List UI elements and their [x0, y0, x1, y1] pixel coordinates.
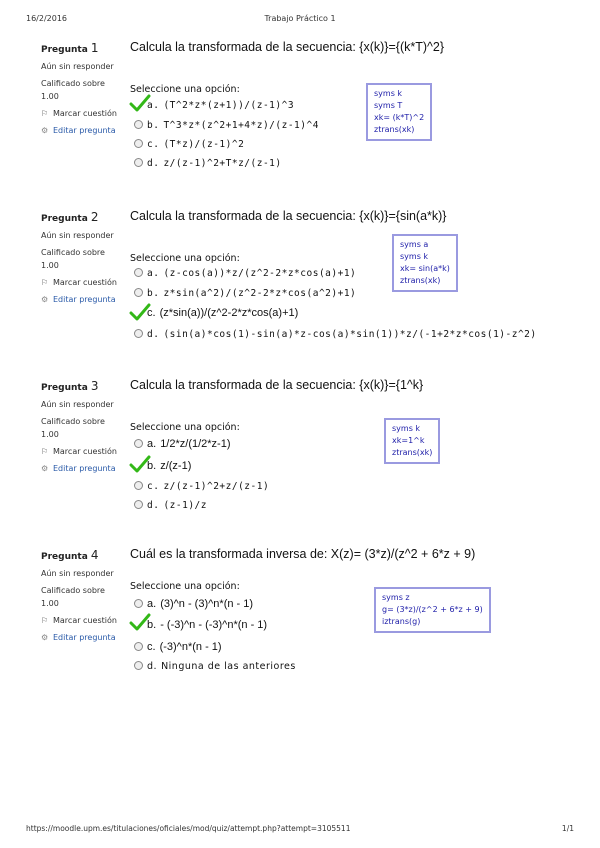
- flag-question-link[interactable]: ⚐ Marcar cuestión: [41, 109, 117, 118]
- code-line: syms a: [400, 240, 429, 249]
- option-a[interactable]: a. 1/2*z/(1/2*z-1): [134, 437, 231, 451]
- code-line: syms T: [374, 101, 403, 110]
- question-state: Aún sin responder: [41, 569, 114, 578]
- code-line: g= (3*z)/(z^2 + 6*z + 9): [382, 605, 483, 614]
- radio-icon[interactable]: [134, 599, 143, 608]
- option-c[interactable]: c. (z*sin(a))/(z^2-2*z*cos(a)+1): [147, 307, 299, 319]
- radio-icon[interactable]: [134, 500, 143, 509]
- gear-icon: ⚙: [41, 464, 49, 473]
- question-label: Pregunta 3: [41, 379, 99, 393]
- option-b[interactable]: b. - (-3)^n - (-3)^n*(n - 1): [147, 619, 268, 631]
- radio-icon[interactable]: [134, 439, 143, 448]
- option-a[interactable]: a. (z-cos(a))*z/(z^2-2*z*cos(a)+1): [134, 267, 356, 281]
- edit-question-link[interactable]: ⚙ Editar pregunta: [41, 295, 116, 304]
- option-d[interactable]: d. Ninguna de las anteriores: [134, 660, 296, 674]
- flag-icon: ⚐: [41, 109, 49, 118]
- question-label: Pregunta 1: [41, 41, 99, 55]
- option-c[interactable]: c. (T*z)/(z-1)^2: [134, 138, 244, 152]
- question-info: [41, 209, 123, 306]
- code-line: syms k: [400, 252, 429, 261]
- option-d[interactable]: d. (z-1)/z: [134, 499, 207, 513]
- radio-icon[interactable]: [134, 139, 143, 148]
- question-text: Calcula la transformada de la secuencia: {x(k)}={1^k}: [130, 378, 424, 392]
- matlab-code-box: [392, 234, 458, 292]
- flag-icon: ⚐: [41, 278, 49, 287]
- answer-prompt: Seleccione una opción:: [130, 84, 240, 95]
- option-c[interactable]: c. z/(z-1)^2+z/(z-1): [134, 480, 269, 494]
- question-info: [41, 378, 123, 475]
- radio-icon[interactable]: [134, 288, 143, 297]
- code-line: syms k: [392, 424, 421, 433]
- footer-url: https://moodle.upm.es/titulaciones/oficiales/mod/quiz/attempt.php?attempt=3105511: [26, 824, 351, 833]
- radio-icon[interactable]: [134, 158, 143, 167]
- edit-question-link[interactable]: ⚙ Editar pregunta: [41, 126, 116, 135]
- code-line: syms k: [374, 89, 403, 98]
- radio-icon[interactable]: [134, 329, 143, 338]
- question-label: Pregunta 4: [41, 548, 99, 562]
- code-line: xk= (k*T)^2: [374, 113, 425, 122]
- flag-question-link[interactable]: ⚐ Marcar cuestión: [41, 616, 117, 625]
- question-3: [0, 378, 600, 538]
- matlab-code-box: [384, 418, 440, 464]
- question-grade: Calificado sobre 1.00: [41, 417, 105, 439]
- radio-icon[interactable]: [134, 661, 143, 670]
- code-line: xk=1^k: [392, 436, 425, 445]
- radio-icon[interactable]: [134, 120, 143, 129]
- option-b[interactable]: b. T^3*z*(z^2+1+4*z)/(z-1)^4: [134, 119, 319, 133]
- option-b[interactable]: b. z*sin(a^2)/(z^2-2*z*cos(a^2)+1): [134, 287, 356, 301]
- question-info: [41, 547, 123, 644]
- option-d[interactable]: d. (sin(a)*cos(1)-sin(a)*z-cos(a)*sin(1))*z/(-1+2*z*cos(1)-z^2): [134, 328, 537, 342]
- code-line: ztrans(xk): [392, 448, 433, 457]
- question-grade: Calificado sobre 1.00: [41, 248, 105, 270]
- radio-icon[interactable]: [134, 642, 143, 651]
- question-label: Pregunta 2: [41, 210, 99, 224]
- question-2: [0, 209, 600, 369]
- answer-prompt: Seleccione una opción:: [130, 581, 240, 592]
- question-grade: Calificado sobre 1.00: [41, 79, 105, 101]
- flag-question-link[interactable]: ⚐ Marcar cuestión: [41, 447, 117, 456]
- question-4: [0, 547, 600, 707]
- option-b[interactable]: b. z/(z-1): [147, 460, 192, 472]
- radio-icon[interactable]: [134, 481, 143, 490]
- option-c[interactable]: c. (-3)^n*(n - 1): [134, 640, 222, 654]
- radio-icon[interactable]: [134, 268, 143, 277]
- gear-icon: ⚙: [41, 126, 49, 135]
- matlab-code-box: [366, 83, 432, 141]
- flag-question-link[interactable]: ⚐ Marcar cuestión: [41, 278, 117, 287]
- edit-question-link[interactable]: ⚙ Editar pregunta: [41, 464, 116, 473]
- code-line: iztrans(g): [382, 617, 421, 626]
- code-line: xk= sin(a*k): [400, 264, 450, 273]
- header-date: 16/2/2016: [26, 14, 68, 23]
- edit-question-link[interactable]: ⚙ Editar pregunta: [41, 633, 116, 642]
- header-title: Trabajo Práctico 1: [264, 14, 336, 23]
- question-1: [0, 40, 600, 200]
- option-a[interactable]: a. (T^2*z*(z+1))/(z-1)^3: [147, 100, 295, 111]
- question-state: Aún sin responder: [41, 231, 114, 240]
- code-line: ztrans(xk): [374, 125, 415, 134]
- question-state: Aún sin responder: [41, 62, 114, 71]
- flag-icon: ⚐: [41, 447, 49, 456]
- option-a[interactable]: a. (3)^n - (3)^n*(n - 1): [134, 597, 253, 611]
- question-text: Cuál es la transformada inversa de: X(z)= (3*z)/(z^2 + 6*z + 9): [130, 547, 476, 561]
- question-state: Aún sin responder: [41, 400, 114, 409]
- code-line: ztrans(xk): [400, 276, 441, 285]
- code-line: syms z: [382, 593, 410, 602]
- question-text: Calcula la transformada de la secuencia: {x(k)}={(k*T)^2}: [130, 40, 445, 54]
- answer-prompt: Seleccione una opción:: [130, 422, 240, 433]
- gear-icon: ⚙: [41, 295, 49, 304]
- answer-prompt: Seleccione una opción:: [130, 253, 240, 264]
- question-info: [41, 40, 123, 137]
- option-d[interactable]: d. z/(z-1)^2+T*z/(z-1): [134, 157, 282, 171]
- gear-icon: ⚙: [41, 633, 49, 642]
- footer-page-number: 1/1: [561, 824, 574, 833]
- question-text: Calcula la transformada de la secuencia: {x(k)}={sin(a*k)}: [130, 209, 447, 223]
- matlab-code-box: [374, 587, 491, 633]
- flag-icon: ⚐: [41, 616, 49, 625]
- question-grade: Calificado sobre 1.00: [41, 586, 105, 608]
